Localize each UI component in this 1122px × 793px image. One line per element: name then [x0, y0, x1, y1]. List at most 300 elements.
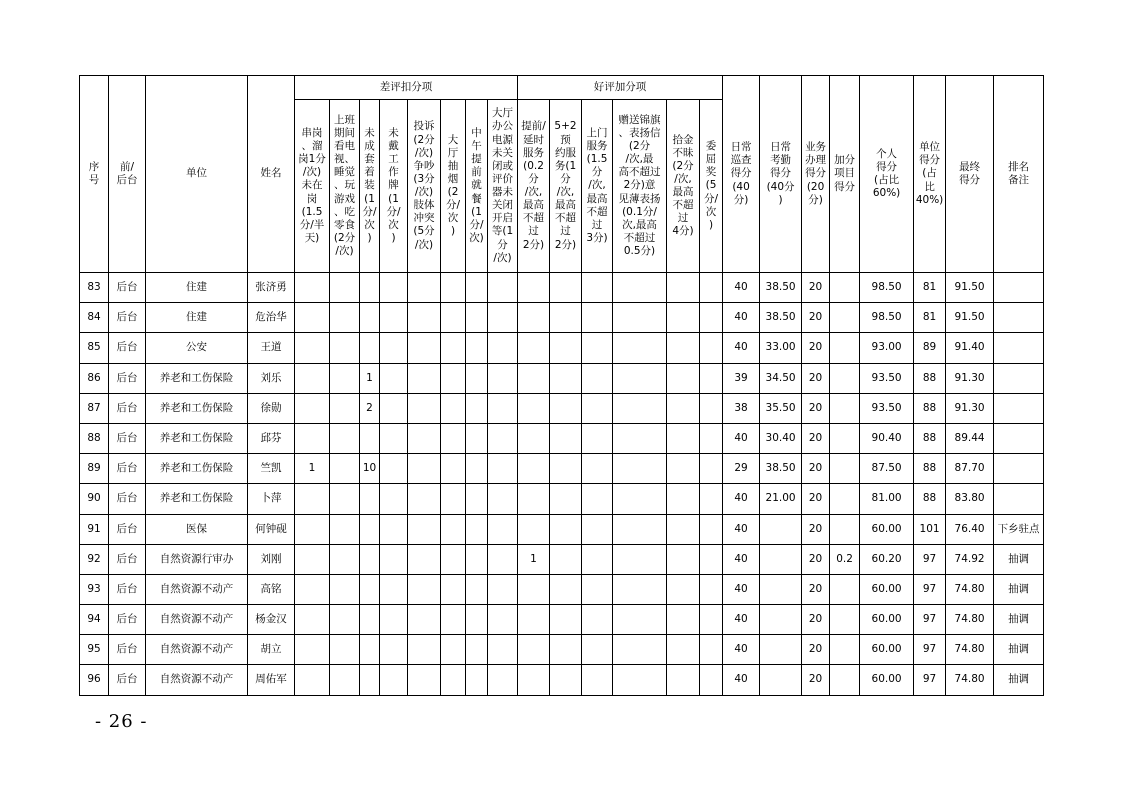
- cell-seq: 86: [80, 363, 109, 393]
- cell-negative-item: [408, 665, 441, 695]
- cell-unit-score: 88: [914, 423, 946, 453]
- cell-position: 后台: [109, 363, 146, 393]
- cell-positive-item: [700, 514, 723, 544]
- cell-unit-score: 81: [914, 303, 946, 333]
- cell-positive-item: [613, 635, 667, 665]
- header-position: 前/ 后台: [109, 76, 146, 273]
- cell-negative-item: [295, 665, 330, 695]
- cell-negative-item: [466, 514, 488, 544]
- header-daily-attendance: 日常 考勤 得分 (40分 ): [760, 76, 802, 273]
- cell-business: 20: [802, 273, 830, 303]
- cell-business: 20: [802, 484, 830, 514]
- header-neg-item: 大厅 办公 电源 未关 闭或 评价 器未 关闭 开启 等(1 分 /次): [488, 100, 518, 273]
- cell-positive-item: [550, 484, 582, 514]
- cell-negative-item: [360, 273, 380, 303]
- cell-remark: [994, 333, 1044, 363]
- cell-positive-item: [613, 665, 667, 695]
- cell-position: 后台: [109, 514, 146, 544]
- cell-name: 胡立: [248, 635, 295, 665]
- cell-name: 刘乐: [248, 363, 295, 393]
- cell-negative-item: [441, 665, 466, 695]
- cell-final: 91.30: [946, 363, 994, 393]
- cell-negative-item: [441, 514, 466, 544]
- cell-personal: 98.50: [860, 273, 914, 303]
- cell-positive-item: [700, 454, 723, 484]
- cell-negative-item: [466, 363, 488, 393]
- cell-bonus: [830, 303, 860, 333]
- cell-positive-item: [613, 454, 667, 484]
- cell-remark: [994, 303, 1044, 333]
- cell-negative-item: [488, 574, 518, 604]
- cell-positive-item: [613, 363, 667, 393]
- cell-name: 高铭: [248, 574, 295, 604]
- cell-positive-item: [700, 635, 723, 665]
- cell-positive-item: [613, 544, 667, 574]
- cell-positive-item: [518, 454, 550, 484]
- header-positive-group: 好评加分项: [518, 76, 723, 100]
- cell-negative-item: [488, 544, 518, 574]
- cell-negative-item: [488, 484, 518, 514]
- cell-name: 杨金汉: [248, 605, 295, 635]
- cell-position: 后台: [109, 484, 146, 514]
- cell-business: 20: [802, 393, 830, 423]
- cell-positive-item: [518, 484, 550, 514]
- cell-positive-item: [582, 605, 613, 635]
- cell-unit: 养老和工伤保险: [146, 393, 248, 423]
- cell-negative-item: [466, 544, 488, 574]
- cell-final: 91.30: [946, 393, 994, 423]
- header-neg-item: 中 午 提 前 就 餐 (1 分/ 次): [466, 100, 488, 273]
- cell-final: 74.80: [946, 574, 994, 604]
- cell-bonus: [830, 363, 860, 393]
- cell-positive-item: [550, 393, 582, 423]
- cell-final: 74.80: [946, 635, 994, 665]
- table-row: [80, 574, 1044, 604]
- cell-negative-item: [466, 635, 488, 665]
- cell-positive-item: 1: [518, 544, 550, 574]
- cell-daily-attendance: [760, 605, 802, 635]
- cell-negative-item: [466, 605, 488, 635]
- cell-name: 王道: [248, 333, 295, 363]
- cell-positive-item: [667, 635, 700, 665]
- cell-personal: 93.00: [860, 333, 914, 363]
- cell-positive-item: [550, 333, 582, 363]
- cell-personal: 60.00: [860, 635, 914, 665]
- header-seq: 序 号: [80, 76, 109, 273]
- cell-unit-score: 88: [914, 363, 946, 393]
- cell-bonus: [830, 273, 860, 303]
- cell-daily-attendance: 21.00: [760, 484, 802, 514]
- cell-positive-item: [550, 544, 582, 574]
- cell-negative-item: [488, 393, 518, 423]
- cell-positive-item: [613, 273, 667, 303]
- cell-negative-item: [466, 484, 488, 514]
- cell-negative-item: [380, 393, 408, 423]
- table-row: [80, 393, 1044, 423]
- cell-positive-item: [582, 454, 613, 484]
- cell-positive-item: [582, 574, 613, 604]
- cell-remark: [994, 423, 1044, 453]
- cell-unit-score: 88: [914, 393, 946, 423]
- cell-positive-item: [667, 273, 700, 303]
- cell-position: 后台: [109, 605, 146, 635]
- cell-seq: 83: [80, 273, 109, 303]
- cell-daily-patrol: 40: [723, 514, 760, 544]
- header-neg-item: 未 戴 工 作 牌 (1 分/ 次 ): [380, 100, 408, 273]
- cell-personal: 93.50: [860, 393, 914, 423]
- cell-negative-item: [330, 423, 360, 453]
- header-unit-score: 单位 得分 (占 比 40%): [914, 76, 946, 273]
- cell-business: 20: [802, 514, 830, 544]
- cell-unit: 养老和工伤保险: [146, 484, 248, 514]
- cell-unit-score: 97: [914, 605, 946, 635]
- cell-negative-item: [330, 635, 360, 665]
- cell-negative-item: [295, 484, 330, 514]
- cell-daily-attendance: [760, 574, 802, 604]
- cell-negative-item: [380, 544, 408, 574]
- cell-negative-item: [441, 574, 466, 604]
- cell-daily-patrol: 39: [723, 363, 760, 393]
- header-name: 姓名: [248, 76, 295, 273]
- cell-unit: 公安: [146, 333, 248, 363]
- cell-negative-item: [441, 273, 466, 303]
- cell-positive-item: [613, 393, 667, 423]
- cell-positive-item: [667, 514, 700, 544]
- cell-negative-item: [488, 635, 518, 665]
- cell-negative-item: [330, 454, 360, 484]
- cell-seq: 96: [80, 665, 109, 695]
- header-pos-item: 提前/ 延时 服务 (0.2 分 /次, 最高 不超 过 2分): [518, 100, 550, 273]
- cell-unit-score: 97: [914, 635, 946, 665]
- cell-business: 20: [802, 574, 830, 604]
- cell-daily-patrol: 29: [723, 454, 760, 484]
- cell-positive-item: [700, 544, 723, 574]
- cell-positive-item: [700, 484, 723, 514]
- cell-negative-item: [488, 273, 518, 303]
- cell-negative-item: [295, 544, 330, 574]
- cell-unit-score: 88: [914, 484, 946, 514]
- cell-unit-score: 89: [914, 333, 946, 363]
- cell-negative-item: [360, 544, 380, 574]
- cell-name: 刘刚: [248, 544, 295, 574]
- cell-positive-item: [582, 363, 613, 393]
- cell-remark: 抽调: [994, 665, 1044, 695]
- cell-seq: 90: [80, 484, 109, 514]
- cell-negative-item: [380, 333, 408, 363]
- cell-business: 20: [802, 303, 830, 333]
- cell-positive-item: [667, 423, 700, 453]
- cell-negative-item: 10: [360, 454, 380, 484]
- cell-positive-item: [582, 665, 613, 695]
- cell-positive-item: [550, 303, 582, 333]
- cell-negative-item: [360, 665, 380, 695]
- cell-negative-item: [330, 303, 360, 333]
- cell-unit: 养老和工伤保险: [146, 423, 248, 453]
- cell-business: 20: [802, 635, 830, 665]
- cell-unit-score: 101: [914, 514, 946, 544]
- cell-personal: 60.00: [860, 514, 914, 544]
- cell-positive-item: [518, 423, 550, 453]
- cell-negative-item: [330, 363, 360, 393]
- cell-negative-item: [380, 605, 408, 635]
- cell-negative-item: [408, 605, 441, 635]
- cell-negative-item: [295, 393, 330, 423]
- cell-positive-item: [518, 273, 550, 303]
- cell-positive-item: [582, 303, 613, 333]
- cell-positive-item: [667, 574, 700, 604]
- cell-unit: 医保: [146, 514, 248, 544]
- cell-positive-item: [550, 273, 582, 303]
- cell-positive-item: [667, 363, 700, 393]
- cell-negative-item: [408, 544, 441, 574]
- table-row: [80, 665, 1044, 695]
- cell-negative-item: [488, 333, 518, 363]
- header-neg-item: 串岗 、溜 岗1分 /次) 未在 岗 (1.5 分/半 天): [295, 100, 330, 273]
- cell-positive-item: [518, 303, 550, 333]
- cell-remark: [994, 273, 1044, 303]
- header-personal: 个人 得分 (占比 60%): [860, 76, 914, 273]
- cell-business: 20: [802, 423, 830, 453]
- cell-negative-item: [408, 363, 441, 393]
- cell-bonus: [830, 574, 860, 604]
- cell-remark: 抽调: [994, 635, 1044, 665]
- cell-remark: 下乡驻点: [994, 514, 1044, 544]
- header-neg-item: 大 厅 抽 烟 (2 分/ 次 ): [441, 100, 466, 273]
- cell-position: 后台: [109, 574, 146, 604]
- cell-remark: [994, 484, 1044, 514]
- cell-personal: 90.40: [860, 423, 914, 453]
- cell-personal: 81.00: [860, 484, 914, 514]
- cell-negative-item: [380, 635, 408, 665]
- header-business: 业务 办理 得分 (20 分): [802, 76, 830, 273]
- cell-negative-item: [380, 303, 408, 333]
- cell-negative-item: [330, 544, 360, 574]
- cell-positive-item: [518, 363, 550, 393]
- cell-negative-item: [295, 635, 330, 665]
- cell-negative-item: [488, 363, 518, 393]
- cell-negative-item: [295, 333, 330, 363]
- cell-positive-item: [613, 514, 667, 544]
- cell-position: 后台: [109, 303, 146, 333]
- cell-unit-score: 88: [914, 454, 946, 484]
- cell-unit-score: 97: [914, 665, 946, 695]
- cell-negative-item: 1: [360, 363, 380, 393]
- cell-negative-item: [330, 665, 360, 695]
- cell-negative-item: [380, 273, 408, 303]
- cell-seq: 95: [80, 635, 109, 665]
- cell-final: 91.50: [946, 303, 994, 333]
- cell-bonus: [830, 393, 860, 423]
- cell-name: 竺凯: [248, 454, 295, 484]
- cell-bonus: [830, 665, 860, 695]
- cell-final: 87.70: [946, 454, 994, 484]
- cell-personal: 98.50: [860, 303, 914, 333]
- cell-positive-item: [582, 393, 613, 423]
- cell-positive-item: [582, 273, 613, 303]
- cell-unit-score: 97: [914, 544, 946, 574]
- cell-daily-patrol: 40: [723, 333, 760, 363]
- cell-positive-item: [700, 363, 723, 393]
- cell-negative-item: [295, 514, 330, 544]
- cell-seq: 93: [80, 574, 109, 604]
- cell-name: 危治华: [248, 303, 295, 333]
- cell-positive-item: [518, 333, 550, 363]
- cell-positive-item: [518, 635, 550, 665]
- cell-negative-item: [466, 393, 488, 423]
- cell-negative-item: [360, 605, 380, 635]
- table-row: [80, 635, 1044, 665]
- cell-daily-attendance: 38.50: [760, 454, 802, 484]
- cell-personal: 60.00: [860, 665, 914, 695]
- cell-positive-item: [700, 303, 723, 333]
- cell-positive-item: [550, 514, 582, 544]
- cell-negative-item: [488, 514, 518, 544]
- cell-bonus: [830, 484, 860, 514]
- cell-negative-item: [466, 454, 488, 484]
- cell-final: 74.92: [946, 544, 994, 574]
- cell-negative-item: [330, 273, 360, 303]
- cell-seq: 87: [80, 393, 109, 423]
- cell-negative-item: [295, 423, 330, 453]
- cell-seq: 89: [80, 454, 109, 484]
- cell-negative-item: [380, 484, 408, 514]
- cell-unit: 养老和工伤保险: [146, 454, 248, 484]
- cell-position: 后台: [109, 333, 146, 363]
- cell-seq: 91: [80, 514, 109, 544]
- cell-seq: 85: [80, 333, 109, 363]
- cell-negative-item: [441, 454, 466, 484]
- cell-negative-item: [295, 363, 330, 393]
- cell-positive-item: [700, 665, 723, 695]
- cell-positive-item: [613, 605, 667, 635]
- cell-daily-patrol: 40: [723, 605, 760, 635]
- cell-positive-item: [667, 484, 700, 514]
- cell-bonus: 0.2: [830, 544, 860, 574]
- cell-negative-item: [360, 514, 380, 544]
- cell-negative-item: [408, 514, 441, 544]
- cell-final: 91.40: [946, 333, 994, 363]
- cell-remark: 抽调: [994, 574, 1044, 604]
- cell-negative-item: [441, 393, 466, 423]
- cell-positive-item: [667, 454, 700, 484]
- header-final: 最终 得分: [946, 76, 994, 273]
- table-row: [80, 544, 1044, 574]
- cell-negative-item: [380, 423, 408, 453]
- cell-name: 卜萍: [248, 484, 295, 514]
- header-pos-item: 上门 服务 (1.5 分 /次, 最高 不超 过 3分): [582, 100, 613, 273]
- cell-bonus: [830, 423, 860, 453]
- cell-negative-item: [295, 273, 330, 303]
- cell-final: 74.80: [946, 665, 994, 695]
- cell-unit: 住建: [146, 273, 248, 303]
- cell-positive-item: [613, 303, 667, 333]
- cell-personal: 60.00: [860, 574, 914, 604]
- cell-positive-item: [700, 333, 723, 363]
- cell-negative-item: [466, 303, 488, 333]
- cell-negative-item: [295, 574, 330, 604]
- cell-unit-score: 81: [914, 273, 946, 303]
- cell-unit: 住建: [146, 303, 248, 333]
- header-negative-group: 差评扣分项: [295, 76, 518, 100]
- cell-negative-item: [441, 303, 466, 333]
- cell-negative-item: [330, 393, 360, 423]
- table-row: [80, 333, 1044, 363]
- cell-name: 何钟砚: [248, 514, 295, 544]
- table-body: [80, 273, 1044, 696]
- cell-personal: 60.20: [860, 544, 914, 574]
- cell-business: 20: [802, 665, 830, 695]
- cell-unit: 自然资源不动产: [146, 665, 248, 695]
- table-row: [80, 484, 1044, 514]
- cell-negative-item: [441, 423, 466, 453]
- table-row: [80, 605, 1044, 635]
- cell-positive-item: [582, 635, 613, 665]
- cell-negative-item: [295, 303, 330, 333]
- cell-positive-item: [667, 665, 700, 695]
- cell-daily-attendance: [760, 514, 802, 544]
- cell-positive-item: [613, 484, 667, 514]
- cell-positive-item: [582, 514, 613, 544]
- header-pos-item: 拾金 不昧 (2分 /次, 最高 不超 过 4分): [667, 100, 700, 273]
- cell-negative-item: [441, 363, 466, 393]
- cell-positive-item: [667, 544, 700, 574]
- cell-negative-item: [488, 605, 518, 635]
- cell-daily-attendance: 34.50: [760, 363, 802, 393]
- cell-negative-item: [466, 665, 488, 695]
- cell-positive-item: [700, 605, 723, 635]
- cell-positive-item: [613, 423, 667, 453]
- cell-name: 邱芬: [248, 423, 295, 453]
- cell-positive-item: [582, 484, 613, 514]
- cell-seq: 84: [80, 303, 109, 333]
- cell-negative-item: [408, 333, 441, 363]
- cell-business: 20: [802, 333, 830, 363]
- cell-unit: 自然资源不动产: [146, 605, 248, 635]
- cell-positive-item: [550, 423, 582, 453]
- cell-negative-item: [466, 423, 488, 453]
- table-row: [80, 273, 1044, 303]
- cell-positive-item: [582, 333, 613, 363]
- cell-bonus: [830, 605, 860, 635]
- cell-negative-item: [380, 665, 408, 695]
- cell-positive-item: [582, 423, 613, 453]
- header-neg-item: 上班 期间 看电 视、 睡觉 、玩 游戏 、吃 零食 (2分 /次): [330, 100, 360, 273]
- cell-positive-item: [613, 574, 667, 604]
- cell-unit-score: 97: [914, 574, 946, 604]
- cell-daily-attendance: 35.50: [760, 393, 802, 423]
- cell-negative-item: [330, 605, 360, 635]
- cell-unit: 养老和工伤保险: [146, 363, 248, 393]
- header-remark: 排名 备注: [994, 76, 1044, 273]
- cell-negative-item: [360, 484, 380, 514]
- table-row: [80, 423, 1044, 453]
- cell-daily-patrol: 40: [723, 484, 760, 514]
- cell-seq: 94: [80, 605, 109, 635]
- cell-daily-patrol: 38: [723, 393, 760, 423]
- cell-remark: 抽调: [994, 544, 1044, 574]
- cell-daily-patrol: 40: [723, 303, 760, 333]
- cell-negative-item: [408, 454, 441, 484]
- cell-remark: [994, 363, 1044, 393]
- cell-negative-item: [488, 454, 518, 484]
- cell-daily-attendance: [760, 665, 802, 695]
- cell-daily-patrol: 40: [723, 574, 760, 604]
- cell-position: 后台: [109, 393, 146, 423]
- cell-negative-item: [330, 574, 360, 604]
- cell-negative-item: [408, 303, 441, 333]
- cell-negative-item: [360, 423, 380, 453]
- score-table: [79, 75, 1044, 696]
